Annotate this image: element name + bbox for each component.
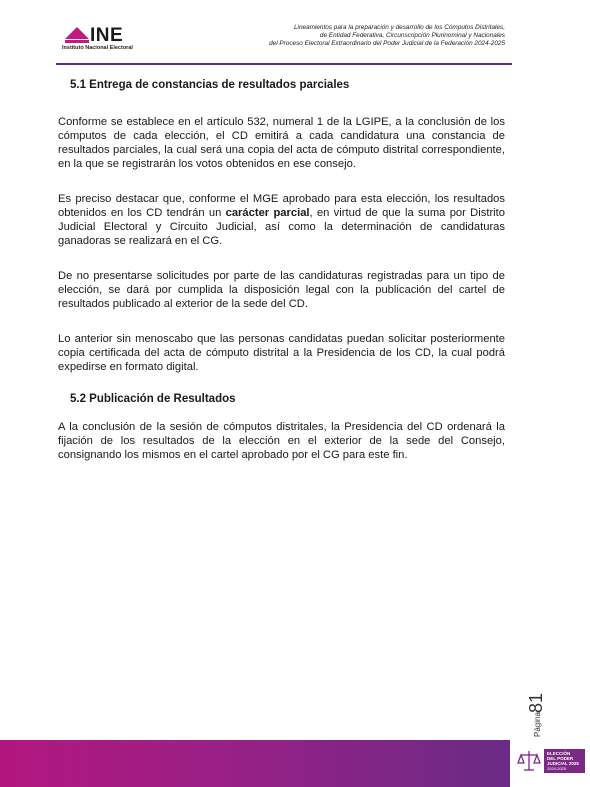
badge-line: 2024-2025 <box>547 766 567 771</box>
header-line: de Entidad Federativa, Circunscripción Plurinominal y Nacionales <box>319 32 505 39</box>
page-header <box>0 0 590 68</box>
paragraph-text: , en virtud de que la suma por Distrito Judicial Electoral y Circuito Judicial, así como la determinación de candidaturas ganadoras se realizará en el CG. <box>58 207 505 247</box>
page-label-text: Página <box>533 712 542 737</box>
election-badge <box>515 746 587 776</box>
paragraph: A la conclusión de la sesión de cómputos distritales, la Presidencia del CD ordenará la fijación de los resultados de la elección en el exterior de la sede del Consejo, consignando los mismos en el cartel aprobado por el CG para este fin. <box>58 421 505 461</box>
header-line: del Proceso Electoral Extraordinario del Poder Judicial de la Federación 2024-2025 <box>269 40 505 47</box>
document-title <box>269 24 505 48</box>
ine-logo-icon <box>65 27 89 43</box>
bold-text: carácter parcial <box>225 207 310 219</box>
paragraph: Conforme se establece en el artículo 532, numeral 1 de la LGIPE, a la conclusión de los cómputos de cada elección, el CD emitirá a cada candidatura una constancia de resultados parciales, la cual será una copia del acta de cómputo distrital correspondiente, en la que se registrarán los votos obtenidos en ese consejo. <box>58 116 505 170</box>
header-line: Lineamientos para la preparación y desarrollo de los Cómputos Distritales, <box>294 24 505 31</box>
badge-line: DEL PODER <box>547 756 574 761</box>
paragraph: De no presentarse solicitudes por parte de las candidaturas registradas para un tipo de elección, se dará por cumplida la disposición legal con la publicación del cartel de resultados publicado al exterior de la sede del CD. <box>58 270 505 310</box>
section-heading: 5.2 Publicación de Resultados <box>70 393 236 405</box>
page-content <box>58 78 505 483</box>
badge-line: ELECCIÓN <box>547 751 571 756</box>
section-heading: 5.1 Entrega de constancias de resultados parciales <box>70 79 350 91</box>
ine-logo <box>59 25 149 53</box>
header-divider <box>56 63 512 65</box>
scales-icon <box>518 751 540 770</box>
paragraph: Lo anterior sin menoscabo que las personas candidatas puedan solicitar posteriormente copia certificada del acta de cómputo distrital a la Presidencia de los CD, la cual podrá expedirse en formato digital. <box>58 333 505 373</box>
badge-line: JUDICIAL 2025 <box>547 761 579 766</box>
logo-subtitle: Instituto Nacional Electoral <box>62 45 133 51</box>
logo-text: INE <box>90 25 124 46</box>
page-number-text: 81 <box>526 692 546 713</box>
page-number <box>521 688 551 748</box>
paragraph-text: Es preciso destacar que, conforme el MGE aprobado para esta elección, los resultados obtenidos en los CD tendrán un <box>58 193 505 219</box>
paragraph <box>58 192 505 248</box>
footer-band <box>0 740 510 787</box>
